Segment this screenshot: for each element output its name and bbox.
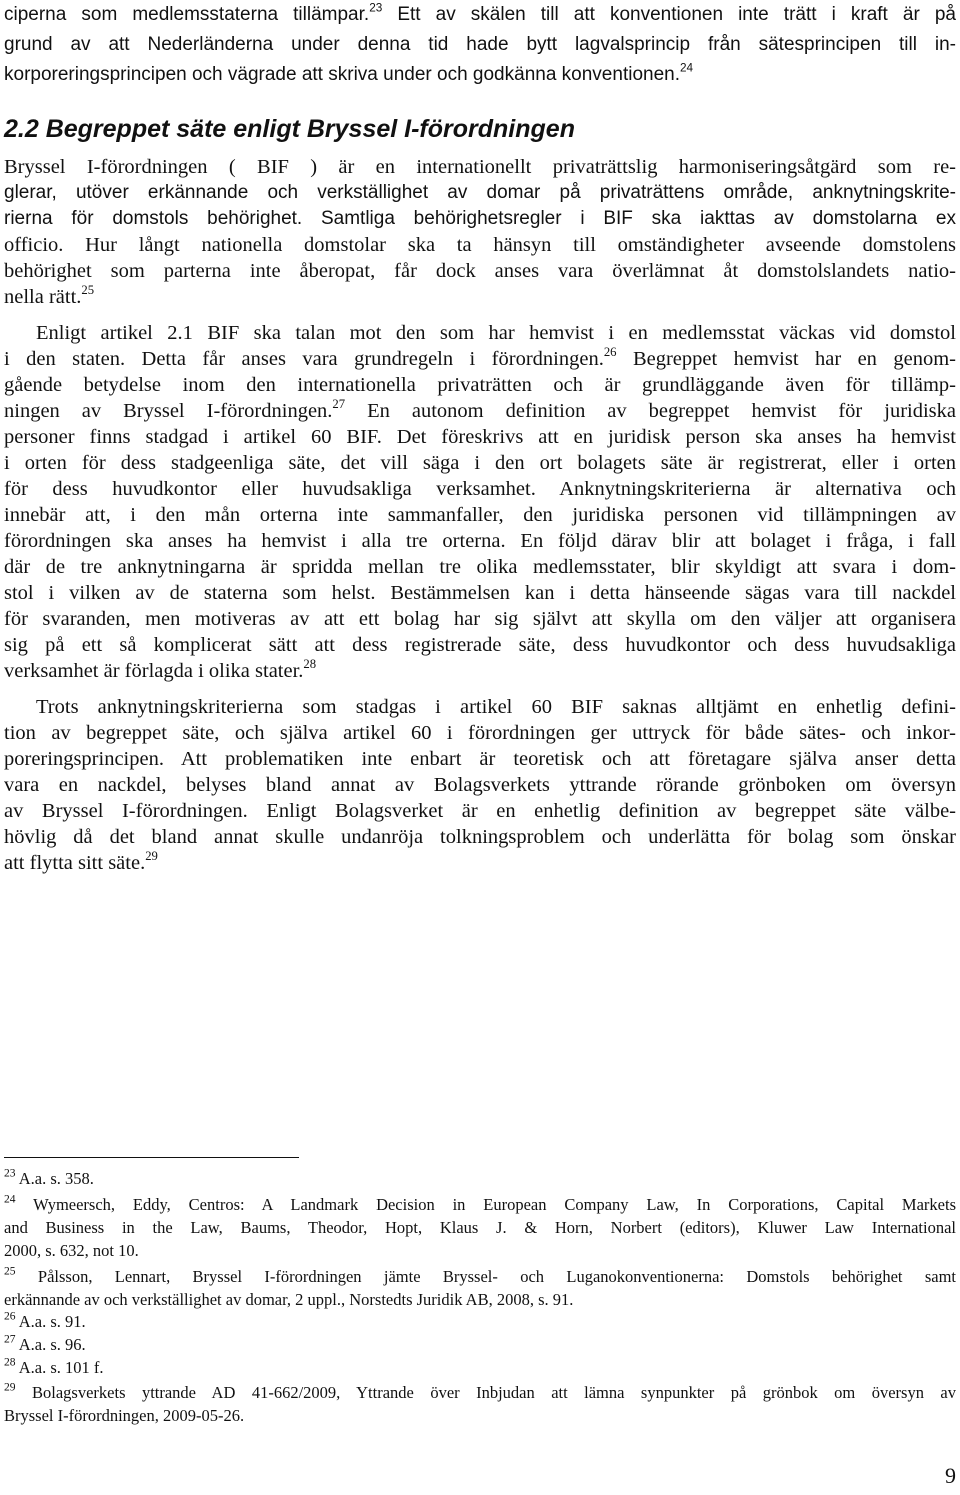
footnote-24 (4, 1194, 956, 1216)
body-text: att flytta sitt säte. (4, 852, 146, 874)
body-text: stol i vilken av de staterna som helst. Bestämmelsen kan i detta hänseende sägas vara till nackdel (4, 582, 956, 604)
footnote-number: 23 (4, 1167, 16, 1180)
page-number: 9 (945, 1463, 956, 1488)
footnote-text: A.a. s. 358. (15, 1169, 94, 1188)
body-line (4, 720, 956, 746)
footnote-number: 27 (4, 1333, 16, 1346)
body-line (4, 346, 956, 372)
body-text: En autonom definition av begreppet hemvist för juridiska (345, 400, 956, 422)
body-line (4, 450, 956, 476)
body-line (4, 62, 956, 88)
body-text: Bryssel I-förordningen ( BIF ) är en internationellt privaträttslig harmoniseringsåtgärd som re- (4, 156, 956, 178)
body-text: personer finns stadgad i artikel 60 BIF. Det föreskrivs att en juridisk person ska anses ha hemvist (4, 426, 956, 448)
body-text: gående betydelse inom den internationella privaträtten och är grundläggande även för tillämp- (4, 374, 956, 396)
body-line (4, 554, 956, 580)
body-line (4, 2, 956, 28)
body-text: behörighet som parterna inte åberopat, får dock anses vara överlämnat åt domstolslandets natio- (4, 260, 956, 282)
footnote-number: 26 (4, 1310, 16, 1323)
body-line (4, 180, 956, 206)
body-line (4, 284, 956, 310)
footnote-text: Wymeersch, Eddy, Centros: A Landmark Decision in European Company Law, In Corporations, Capital Markets (15, 1195, 956, 1214)
body-text: nella rätt. (4, 286, 82, 308)
footnote-23 (4, 1168, 956, 1190)
body-line (4, 580, 956, 606)
footnote-text: A.a. s. 96. (15, 1335, 86, 1354)
footnote-24-line (4, 1217, 956, 1239)
body-line (4, 772, 956, 798)
body-text: officio. Hur långt nationella domstolar ska ta hänsyn till omständigheter avseende domstolens (4, 234, 956, 256)
body-line (4, 372, 956, 398)
body-line (4, 232, 956, 258)
footnote-29-line (4, 1405, 956, 1427)
footnote-number: 24 (4, 1193, 16, 1206)
footnote-25-line (4, 1289, 956, 1311)
body-line (4, 658, 956, 684)
body-text: där de tre anknytningarna är spridda mellan tre olika medlemsstater, blir skyldigt att svara i dom- (4, 556, 956, 578)
body-text: tion av begreppet säte, och själva artikel 60 i förordningen ger uttryck för både sätes- och inkor- (4, 722, 956, 744)
body-line (36, 694, 956, 720)
body-text: i orten för dess stadgeenliga säte, det vill säga i den ort bolagets säte är registrerat, eller i orten (4, 452, 956, 474)
footnote-ref: 25 (81, 282, 95, 297)
footnote-29 (4, 1382, 956, 1404)
body-text: för dess huvudkontor eller huvudsakliga verksamhet. Anknytningskriterierna är alternativa och (4, 478, 956, 500)
footnote-text: A.a. s. 91. (15, 1312, 86, 1331)
footnote-text: 2000, s. 632, not 10. (4, 1241, 139, 1260)
body-line (4, 528, 956, 554)
body-text: i den staten. Detta får anses vara grundregeln i förordningen. (4, 348, 604, 370)
body-text: Enligt artikel 2.1 BIF ska talan mot den som har hemvist i en medlemsstat väckas vid domstol (36, 322, 956, 344)
body-text: Ett av skälen till att konventionen inte trätt i kraft är på (382, 4, 957, 25)
body-line (4, 32, 956, 58)
footnote-text: A.a. s. 101 f. (15, 1358, 104, 1377)
body-line (4, 502, 956, 528)
footnote-number: 29 (4, 1381, 16, 1394)
body-text: Trots anknytningskriterierna som stadgas i artikel 60 BIF saknas alltjämt en enhetlig defini- (36, 696, 956, 718)
footnote-number: 25 (4, 1265, 16, 1278)
footnote-ref: 29 (145, 848, 158, 863)
body-text: poreringsprincipen. Att problematiken inte enbart är teoretisk och att företagare själva anser detta (4, 748, 956, 770)
body-line (4, 258, 956, 284)
body-text: vara en nackdel, belyses bland annat av Bolagsverkets yttrande rörande grönboken om översyn (4, 774, 956, 796)
footnote-24-line (4, 1240, 956, 1262)
body-line (4, 424, 956, 450)
footnote-ref: 28 (303, 656, 317, 671)
footnote-26 (4, 1311, 956, 1333)
footnote-separator (4, 1157, 299, 1158)
footnote-text: Pålsson, Lennart, Bryssel I-förordningen jämte Bryssel- och Luganokonventionerna: Domstols behörighet samt (15, 1267, 956, 1286)
footnote-28 (4, 1357, 956, 1379)
section-heading: 2.2 Begreppet säte enligt Bryssel I-förordningen (4, 115, 575, 143)
footnote-ref: 26 (603, 344, 617, 359)
body-text: hövlig då det bland annat skulle undanröja tolkningsproblem och underlätta för bolag som önskar (4, 826, 956, 848)
body-text: ciperna som medlemsstaterna tillämpar. (4, 4, 370, 25)
body-text: förordningen ska anses ha hemvist i alla tre orterna. En följd därav blir att bolaget i fråga, i fall (4, 530, 956, 552)
body-text: ningen av Bryssel I-förordningen. (4, 400, 333, 422)
body-line (4, 154, 956, 180)
footnote-25 (4, 1266, 956, 1288)
footnote-number: 28 (4, 1356, 16, 1369)
body-text: innebär att, i den mån orterna inte sammanfaller, den juridiska personen vid tillämpningen av (4, 504, 956, 526)
footnote-ref: 23 (369, 1, 383, 15)
body-line (4, 476, 956, 502)
body-text: av Bryssel I-förordningen. Enligt Bolagsverket är en enhetlig definition av begreppet säte välbe- (4, 800, 956, 822)
body-text: grund av att Nederländerna under denna tid hade bytt lagvalsprincip från sätesprincipen till in- (4, 34, 956, 55)
body-text: korporeringsprincipen och vägrade att skriva under och godkänna konventionen. (4, 64, 680, 85)
body-line (4, 850, 956, 876)
footnote-text: and Business in the Law, Baums, Theodor, Hopt, Klaus J. & Horn, Norbert (editors), Kluwer Law International (4, 1218, 956, 1237)
body-line (4, 824, 956, 850)
body-text: Begreppet hemvist har en genom- (616, 348, 956, 370)
body-line (4, 606, 956, 632)
footnote-ref: 27 (332, 396, 346, 411)
body-text: rierna för domstols behörighet. Samtliga behörighetsregler i BIF ska iakttas av domstolarna ex (4, 208, 956, 229)
body-line (4, 798, 956, 824)
body-line (4, 398, 956, 424)
body-text: glerar, utöver erkännande och verkställighet av domar på privaträttens område, anknytningskrite- (4, 182, 956, 203)
footnote-text: Bryssel I-förordningen, 2009-05-26. (4, 1406, 245, 1425)
body-line (4, 206, 956, 232)
footnote-text: erkännande av och verkställighet av domar, 2 uppl., Norstedts Juridik AB, 2008, s. 91. (4, 1290, 574, 1309)
footnote-ref: 24 (679, 61, 694, 75)
footnote-text: Bolagsverkets yttrande AD 41-662/2009, Yttrande över Inbjudan att lämna synpunkter på grönbok om översyn av (15, 1383, 956, 1402)
body-line (4, 746, 956, 772)
footnote-27 (4, 1334, 956, 1356)
body-line (36, 320, 956, 346)
body-text: verksamhet är förlagda i olika stater. (4, 660, 304, 682)
body-text: för svaranden, men motiveras av att ett bolag har sig självt att skylla om den väljer att organisera (4, 608, 956, 630)
body-text: sig på ett så komplicerat sätt att dess registrerade säte, dess huvudkontor och dess huvudsakliga (4, 634, 956, 656)
body-line (4, 632, 956, 658)
